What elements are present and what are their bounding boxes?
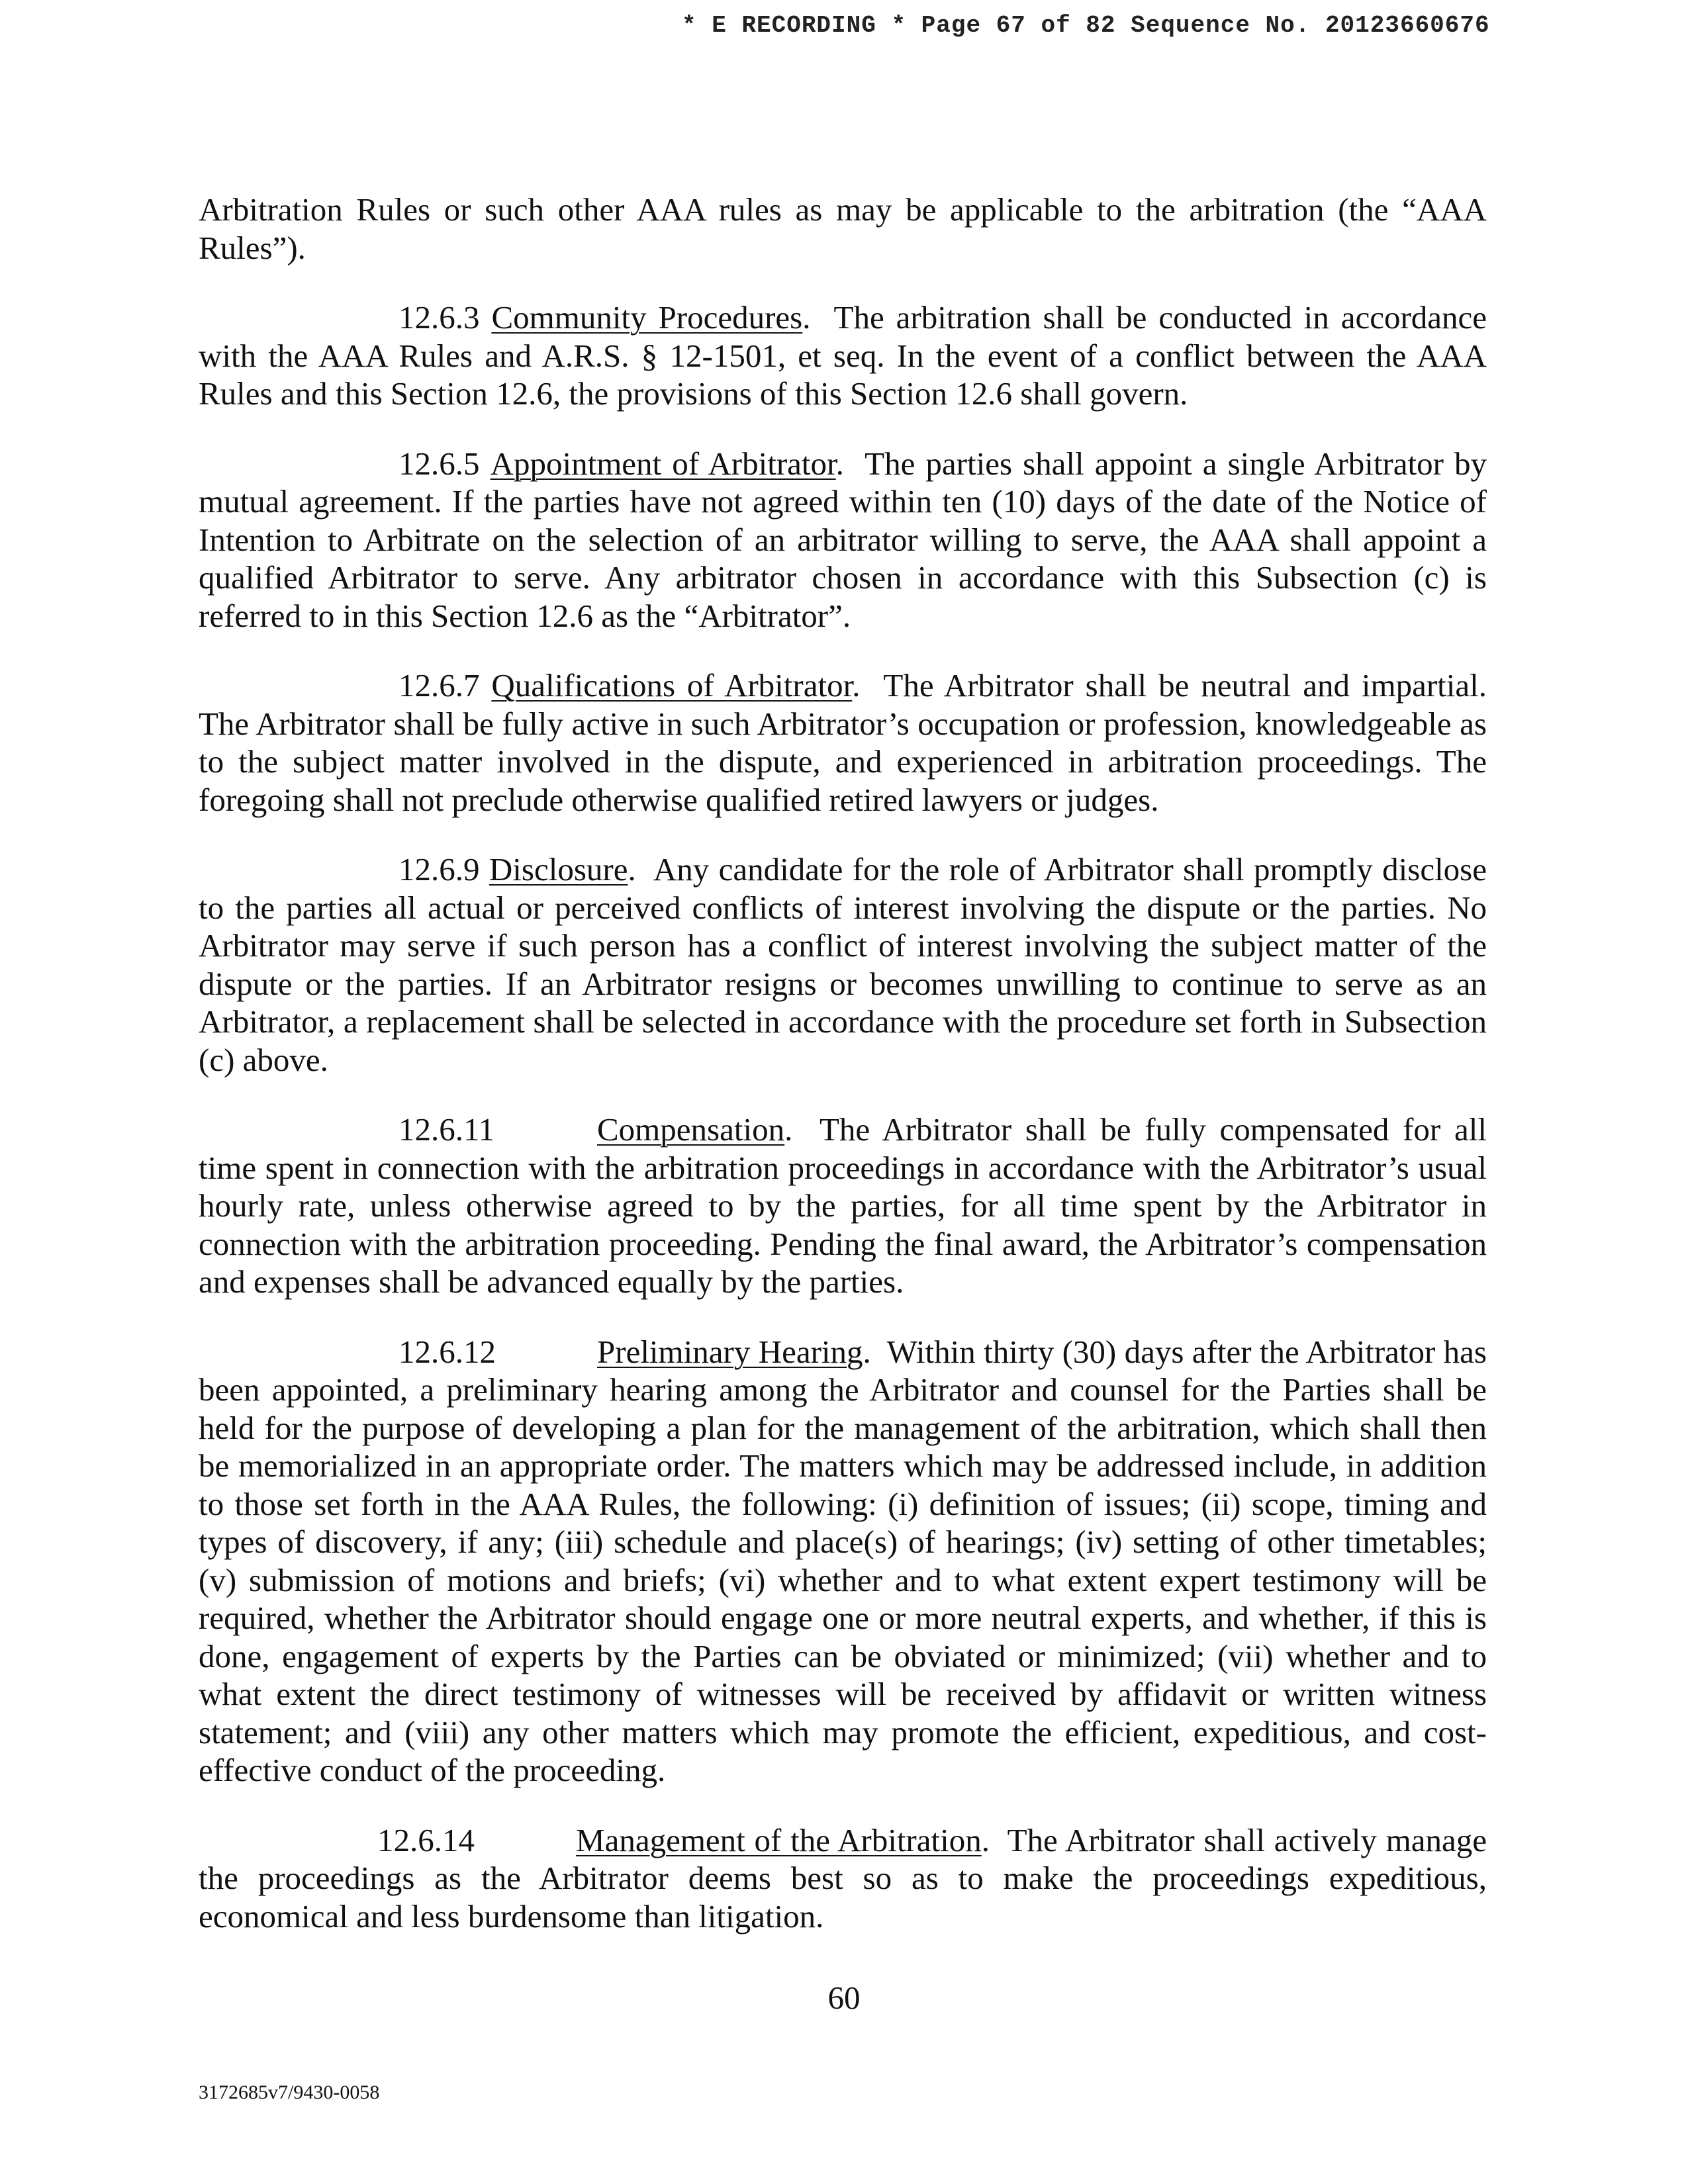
section-heading: Appointment of Arbitrator <box>490 445 836 482</box>
section-heading: Preliminary Hearing <box>597 1333 863 1370</box>
section-12-6-5: 12.6.5 Appointment of Arbitrator. The parties shall appoint a single Arbitrator by mutual agreement. If the parties have not agreed within ten (10) days of the date of the Notice of Intention to Arbitrate on the selection of an arbitrator willing to serve, the AAA shall appoint a qualified Arbitrator to serve. Any arbitrator chosen in accordance with this Subsection (c) is referred to in this Section 12.6 as the “Arbitrator”. <box>199 445 1487 634</box>
section-number: 12.6.11 <box>399 1111 495 1148</box>
section-heading: Management of the Arbitration <box>576 1821 982 1858</box>
recording-stamp: * E RECORDING * Page 67 of 82 Sequence No. 20123660676 <box>682 12 1490 39</box>
section-number: 12.6.7 <box>399 667 480 704</box>
section-text: The Arbitrator shall be neutral and impartial. The Arbitrator shall be fully active in such Arbitrator’s occupation or profession, knowledgeable as to the subject matter involved in the dispute, and experienced in arbitration proceedings. The foregoing shall not preclude otherwise qualified retired lawyers or judges. <box>199 667 1487 818</box>
section-12-6-9: 12.6.9 Disclosure. Any candidate for the role of Arbitrator shall promptly disclose to the parties all actual or perceived conflicts of interest involving the dispute or the parties. No Arbitrator may serve if such person has a conflict of interest involving the subject matter of the dispute or the parties. If an Arbitrator resigns or becomes unwilling to continue to serve as an Arbitrator, a replacement shall be selected in accordance with the procedure set forth in Subsection (c) above. <box>199 851 1487 1078</box>
section-number: 12.6.14 <box>377 1821 475 1858</box>
section-number: 12.6.9 <box>399 851 480 887</box>
page-number: 60 <box>827 1979 861 2016</box>
opening-paragraph: Arbitration Rules or such other AAA rules as may be applicable to the arbitration (the “AAA Rules”). <box>199 191 1487 266</box>
section-12-6-14: 12.6.14 Management of the Arbitration. The Arbitrator shall actively manage the proceedings as the Arbitrator deems best so as to make the proceedings expeditious, economical and less burdensome than litigation. <box>199 1821 1487 1934</box>
section-12-6-3: 12.6.3 Community Procedures. The arbitration shall be conducted in accordance with the AAA Rules and A.R.S. § 12-1501, et seq. In the event of a conflict between the AAA Rules and this Section 12.6, the provisions of this Section 12.6 shall govern. <box>199 299 1487 412</box>
section-heading: Qualifications of Arbitrator <box>491 667 853 704</box>
section-text: The arbitration shall be conducted in accordance with the AAA Rules and A.R.S. § 12-1501, et seq. In the event of a conflict between the AAA Rules and this Section 12.6, the provisions of this Section 12.6 shall govern. <box>199 299 1487 412</box>
section-number: 12.6.5 <box>399 445 480 482</box>
document-id: 3172685v7/9430-0058 <box>199 2081 380 2103</box>
section-12-6-7: 12.6.7 Qualifications of Arbitrator. The Arbitrator shall be neutral and impartial. The Arbitrator shall be fully active in such Arbitrator’s occupation or profession, knowledgeable as to the subject matter involved in the dispute, and experienced in arbitration proceedings. The foregoing shall not preclude otherwise qualified retired lawyers or judges. <box>199 667 1487 818</box>
section-text: Any candidate for the role of Arbitrator shall promptly disclose to the parties all actual or perceived conflicts of interest involving the dispute or the parties. No Arbitrator may serve if such person has a conflict of interest involving the subject matter of the dispute or the parties. If an Arbitrator resigns or becomes unwilling to continue to serve as an Arbitrator, a replacement shall be selected in accordance with the procedure set forth in Subsection (c) above. <box>199 851 1487 1078</box>
section-text: The Arbitrator shall actively manage the proceedings as the Arbitrator deems best so as to make the proceedings expeditious, economical and less burdensome than litigation. <box>199 1821 1487 1934</box>
section-heading: Compensation <box>597 1111 785 1148</box>
document-body <box>199 191 1487 1967</box>
section-heading: Disclosure <box>489 851 628 887</box>
section-text: The Arbitrator shall be fully compensated for all time spent in connection with the arbitration proceedings in accordance with the Arbitrator’s usual hourly rate, unless otherwise agreed to by the parties, for all time spent by the Arbitrator in connection with the arbitration proceeding. Pending the final award, the Arbitrator’s compensation and expenses shall be advanced equally by the parties. <box>199 1111 1487 1300</box>
section-12-6-11: 12.6.11 Compensation. The Arbitrator shall be fully compensated for all time spent in connection with the arbitration proceedings in accordance with the Arbitrator’s usual hourly rate, unless otherwise agreed to by the parties, for all time spent by the Arbitrator in connection with the arbitration proceeding. Pending the final award, the Arbitrator’s compensation and expenses shall be advanced equally by the parties. <box>199 1111 1487 1300</box>
section-text: Within thirty (30) days after the Arbitrator has been appointed, a preliminary hearing among the Arbitrator and counsel for the Parties shall be held for the purpose of developing a plan for the management of the arbitration, which shall then be memorialized in an appropriate order. The matters which may be addressed include, in addition to those set forth in the AAA Rules, the following: (i) definition of issues; (ii) scope, timing and types of discovery, if any; (iii) schedule and place(s) of hearings; (iv) setting of other timetables; (v) submission of motions and briefs; (vi) whether and to what extent expert testimony will be required, whether the Arbitrator should engage one or more neutral experts, and whether, if this is done, engagement of experts by the Parties can be obviated or minimized; (vii) whether and to what extent the direct testimony of witnesses will be received by affidavit or written witness statement; and (viii) any other matters which may promote the efficient, expeditious, and cost-effective conduct of the proceeding. <box>199 1333 1487 1788</box>
section-number: 12.6.12 <box>399 1333 496 1370</box>
section-12-6-12: 12.6.12 Preliminary Hearing. Within thirty (30) days after the Arbitrator has been appointed, a preliminary hearing among the Arbitrator and counsel for the Parties shall be held for the purpose of developing a plan for the management of the arbitration, which shall then be memorialized in an appropriate order. The matters which may be addressed include, in addition to those set forth in the AAA Rules, the following: (i) definition of issues; (ii) scope, timing and types of discovery, if any; (iii) schedule and place(s) of hearings; (iv) setting of other timetables; (v) submission of motions and briefs; (vi) whether and to what extent expert testimony will be required, whether the Arbitrator should engage one or more neutral experts, and whether, if this is done, engagement of experts by the Parties can be obviated or minimized; (vii) whether and to what extent the direct testimony of witnesses will be received by affidavit or written witness statement; and (viii) any other matters which may promote the efficient, expeditious, and cost-effective conduct of the proceeding. <box>199 1333 1487 1788</box>
section-number: 12.6.3 <box>399 299 480 336</box>
section-heading: Community Procedures <box>491 299 803 336</box>
section-text: The parties shall appoint a single Arbitrator by mutual agreement. If the parties have not agreed within ten (10) days of the date of the Notice of Intention to Arbitrate on the selection of an arbitrator willing to serve, the AAA shall appoint a qualified Arbitrator to serve. Any arbitrator chosen in accordance with this Subsection (c) is referred to in this Section 12.6 as the “Arbitrator”. <box>199 445 1487 634</box>
